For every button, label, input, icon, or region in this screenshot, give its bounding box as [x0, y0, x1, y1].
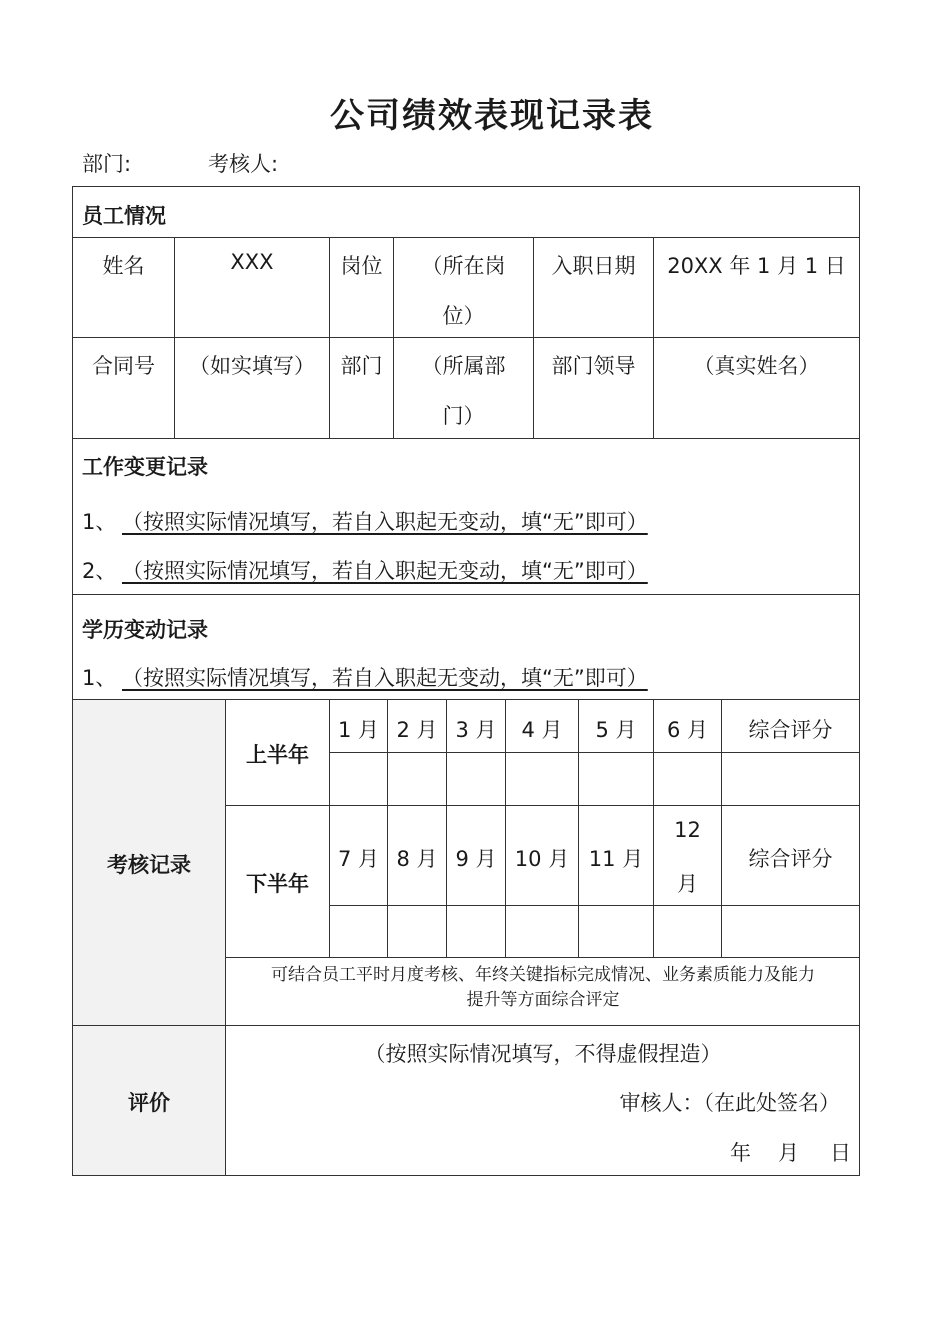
- employee-section-title: 员工情况: [82, 204, 166, 228]
- assessment-title: 考核记录: [107, 853, 191, 877]
- hire-date-label: 入职日期: [551, 254, 636, 278]
- department-cell-label: 部门: [340, 354, 383, 378]
- month-11: 11 月: [588, 847, 644, 871]
- month-9: 9 月: [455, 847, 497, 871]
- name-label: 姓名: [102, 254, 145, 278]
- work-change-num-2: 2、: [82, 559, 117, 583]
- assessment-note-line2: 提升等方面综合评定: [466, 990, 620, 1010]
- contract-value: （如实填写）: [189, 354, 315, 378]
- leader-value: （真实姓名）: [693, 354, 820, 378]
- department-value-line1: （所属部: [421, 354, 506, 378]
- month-2: 2 月: [396, 718, 438, 742]
- department-label: 部门:: [82, 152, 132, 176]
- first-half-label: 上半年: [246, 743, 309, 767]
- education-change-text-1: （按照实际情况填写，若自入职起无变动，填“无”即可）: [122, 666, 648, 690]
- position-label: 岗位: [340, 254, 383, 278]
- evaluation-year: 年: [730, 1141, 751, 1165]
- month-1: 1 月: [337, 718, 380, 742]
- month-8: 8 月: [396, 847, 438, 871]
- second-half-label: 下半年: [246, 872, 309, 896]
- evaluation-title: 评价: [128, 1091, 170, 1115]
- page-title: 公司绩效表现记录表: [330, 96, 654, 136]
- month-4: 4 月: [521, 718, 563, 742]
- evaluation-instruction: （按照实际情况填写，不得虚假捏造）: [364, 1042, 722, 1066]
- first-half-total-label: 综合评分: [748, 718, 833, 742]
- month-12-line1: 12: [674, 818, 701, 842]
- month-10: 10 月: [514, 847, 570, 871]
- contract-label: 合同号: [92, 354, 155, 378]
- work-change-num-1: 1、: [82, 510, 117, 534]
- education-change-num-1: 1、: [82, 666, 117, 690]
- leader-label: 部门领导: [551, 354, 636, 378]
- education-change-title: 学历变动记录: [82, 618, 208, 642]
- position-value-line1: （所在岗: [421, 254, 506, 278]
- month-12-line2: 月: [677, 872, 698, 896]
- work-change-text-2: （按照实际情况填写，若自入职起无变动，填“无”即可）: [122, 559, 648, 583]
- month-3: 3 月: [455, 718, 497, 742]
- month-6: 6 月: [666, 718, 709, 742]
- position-value-line2: 位）: [442, 304, 485, 328]
- second-half-total-label: 综合评分: [748, 847, 833, 871]
- evaluation-day: 日: [830, 1141, 851, 1165]
- name-value: XXX: [230, 250, 274, 274]
- reviewer-label: 考核人:: [208, 152, 279, 176]
- work-change-text-1: （按照实际情况填写，若自入职起无变动，填“无”即可）: [122, 510, 648, 534]
- department-value-line2: 门）: [442, 404, 485, 428]
- assessment-note-line1: 可结合员工平时月度考核、年终关键指标完成情况、业务素质能力及能力: [271, 965, 815, 985]
- evaluation-month: 月: [778, 1141, 799, 1165]
- work-change-title: 工作变更记录: [82, 455, 208, 479]
- month-5: 5 月: [595, 718, 637, 742]
- month-7: 7 月: [337, 847, 380, 871]
- hire-date-value: 20XX 年 1 月 1 日: [667, 254, 846, 278]
- evaluation-reviewer-signature: 审核人：（在此处签名）: [619, 1091, 840, 1115]
